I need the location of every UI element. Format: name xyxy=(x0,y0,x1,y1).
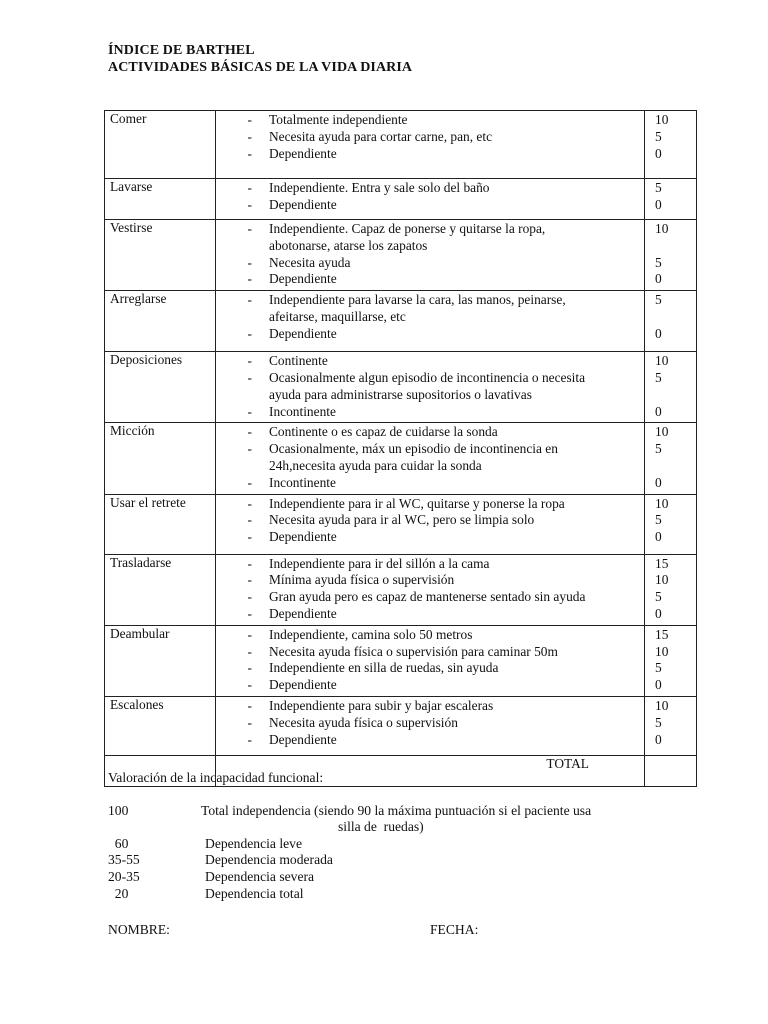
bullet-dash: - xyxy=(247,474,252,490)
activity-row xyxy=(105,554,697,625)
total-label: TOTAL xyxy=(216,755,645,786)
option-points: 0 xyxy=(655,731,662,747)
points-list xyxy=(645,423,696,493)
option-list xyxy=(216,111,644,164)
bullet-dash: - xyxy=(247,271,252,287)
option-text: Independiente para lavarse la cara, las manos, peinarse, xyxy=(269,292,566,308)
activity-name: Escalones xyxy=(105,696,216,755)
points-list xyxy=(645,220,696,290)
option-line xyxy=(216,496,644,513)
bullet-dash: - xyxy=(247,589,252,605)
valoracion-title: Valoración de la incapacidad funcional: xyxy=(108,770,324,785)
scale-row xyxy=(108,803,708,820)
option-points: 0 xyxy=(655,677,662,693)
option-line xyxy=(216,255,644,272)
option-text: Totalmente independiente xyxy=(269,112,408,127)
option-points: 0 xyxy=(655,271,662,287)
option-line xyxy=(216,627,644,644)
bullet-dash: - xyxy=(247,424,252,440)
bullet-dash: - xyxy=(247,325,252,341)
bullet-dash: - xyxy=(247,128,252,144)
scale-row xyxy=(108,852,708,869)
activity-name: Vestirse xyxy=(105,220,216,291)
points-list xyxy=(645,697,696,750)
option-line xyxy=(216,221,644,238)
option-points: 5 xyxy=(655,254,662,270)
option-line xyxy=(216,353,644,370)
bullet-dash: - xyxy=(247,180,252,195)
option-points: 10 xyxy=(655,353,669,369)
activity-row xyxy=(105,179,697,220)
activity-points xyxy=(645,423,697,494)
bullet-dash: - xyxy=(247,555,252,571)
option-text: Mínima ayuda física o supervisión xyxy=(269,572,455,588)
bullet-dash: - xyxy=(247,529,252,545)
option-line xyxy=(216,404,644,421)
activity-name: Deambular xyxy=(105,625,216,696)
valoracion-section xyxy=(108,770,708,902)
option-points: 10 xyxy=(655,495,669,511)
option-points: 0 xyxy=(655,403,662,419)
activity-points xyxy=(645,111,697,179)
activity-name: Deposiciones xyxy=(105,352,216,423)
activity-points xyxy=(645,696,697,755)
option-points: 10 xyxy=(655,697,669,713)
activity-options xyxy=(216,291,645,352)
bullet-dash: - xyxy=(247,495,252,511)
option-points: 5 xyxy=(655,512,662,528)
option-text: Incontinente xyxy=(269,403,336,419)
option-points: 5 xyxy=(655,589,662,605)
valoracion-scale xyxy=(108,803,708,903)
option-list xyxy=(216,555,644,625)
option-points: 10 xyxy=(655,112,669,127)
option-text: Dependiente xyxy=(269,325,337,341)
activity-row xyxy=(105,494,697,554)
activity-options xyxy=(216,625,645,696)
option-points xyxy=(655,238,696,255)
activity-name: Usar el retrete xyxy=(105,494,216,554)
activity-name: Lavarse xyxy=(105,179,216,220)
activity-row xyxy=(105,111,697,179)
bullet-dash: - xyxy=(247,605,252,621)
activity-row xyxy=(105,352,697,423)
option-text: Necesita ayuda para cortar carne, pan, etc xyxy=(269,128,493,144)
activity-options xyxy=(216,696,645,755)
option-line xyxy=(216,326,644,343)
points-list xyxy=(645,555,696,625)
activity-name: Arreglarse xyxy=(105,291,216,352)
bullet-dash: - xyxy=(247,697,252,713)
option-text: Independiente, camina solo 50 metros xyxy=(269,626,473,642)
option-line xyxy=(216,370,644,387)
activity-row xyxy=(105,291,697,352)
option-points: 5 xyxy=(655,441,662,457)
option-list xyxy=(216,495,644,548)
points-list xyxy=(645,179,696,216)
option-line xyxy=(216,589,644,606)
option-points: 5 xyxy=(655,292,662,308)
option-line xyxy=(216,732,644,749)
option-text: Independiente para ir al WC, quitarse y ponerse la ropa xyxy=(269,495,565,511)
scale-score: 20 xyxy=(108,885,129,901)
option-points xyxy=(655,387,696,404)
option-line xyxy=(216,424,644,441)
bullet-dash: - xyxy=(247,660,252,676)
option-text: Dependiente xyxy=(269,731,337,747)
option-text: Independiente para subir y bajar escaleras xyxy=(269,697,494,713)
document-header xyxy=(108,42,412,76)
bullet-dash: - xyxy=(247,112,252,127)
scale-description: Total independencia (siendo 90 la máxima puntuación si el paciente usa xyxy=(201,802,592,818)
bullet-dash: - xyxy=(247,221,252,236)
option-points xyxy=(655,309,696,326)
option-line xyxy=(216,129,644,146)
option-text: Gran ayuda pero es capaz de mantenerse sentado sin ayuda xyxy=(269,589,586,605)
activity-options xyxy=(216,423,645,494)
option-text: Independiente. Capaz de ponerse y quitarse la ropa, xyxy=(269,221,546,236)
option-text: Dependiente xyxy=(269,196,337,212)
document-title: ÍNDICE DE BARTHEL xyxy=(108,43,255,58)
scale-score: 35-55 xyxy=(108,852,140,868)
option-points: 5 xyxy=(655,714,662,730)
bullet-dash: - xyxy=(247,714,252,730)
bullet-dash: - xyxy=(247,196,252,212)
activity-name: Comer xyxy=(105,111,216,179)
option-points: 15 xyxy=(655,626,669,642)
points-list xyxy=(645,495,696,548)
option-points: 0 xyxy=(655,145,662,161)
option-line xyxy=(216,715,644,732)
option-points: 5 xyxy=(655,369,662,385)
option-list xyxy=(216,179,644,216)
option-text: Dependiente xyxy=(269,529,337,545)
option-list xyxy=(216,291,644,344)
option-text: Ocasionalmente algun episodio de incontinencia o necesita xyxy=(269,369,586,385)
scale-description: Dependencia leve xyxy=(205,835,302,851)
option-list xyxy=(216,697,644,750)
option-text: Independiente en silla de ruedas, sin ayuda xyxy=(269,660,499,676)
option-line xyxy=(216,197,644,214)
option-line xyxy=(216,271,644,288)
points-list xyxy=(645,352,696,422)
option-line xyxy=(216,644,644,661)
option-line xyxy=(216,660,644,677)
option-text: Independiente para ir del sillón a la cama xyxy=(269,555,490,571)
option-text: 24h,necesita ayuda para cuidar la sonda xyxy=(269,457,482,473)
option-line xyxy=(216,677,644,694)
activity-row xyxy=(105,625,697,696)
option-line xyxy=(216,441,644,458)
activity-points xyxy=(645,554,697,625)
option-line xyxy=(216,698,644,715)
bullet-dash: - xyxy=(247,369,252,385)
activity-row xyxy=(105,423,697,494)
option-line xyxy=(216,146,644,163)
activity-points xyxy=(645,179,697,220)
option-text: Continente xyxy=(269,353,328,369)
bullet-dash: - xyxy=(247,731,252,747)
option-points: 10 xyxy=(655,424,669,440)
activity-row xyxy=(105,220,697,291)
bullet-dash: - xyxy=(247,353,252,369)
option-list xyxy=(216,423,644,493)
points-list xyxy=(645,111,696,164)
option-text: Continente o es capaz de cuidarse la sonda xyxy=(269,424,498,440)
option-points: 0 xyxy=(655,605,662,621)
option-points: 0 xyxy=(655,325,662,341)
activity-points xyxy=(645,291,697,352)
scale-description-cont-text: silla de ruedas) xyxy=(338,819,424,835)
option-line xyxy=(216,238,644,255)
option-text: Incontinente xyxy=(269,474,336,490)
bullet-dash: - xyxy=(247,572,252,588)
option-text: Independiente. Entra y sale solo del baño xyxy=(269,180,490,195)
scale-score: 100 xyxy=(108,802,129,818)
bullet-dash: - xyxy=(247,643,252,659)
bullet-dash: - xyxy=(247,626,252,642)
option-text: ayuda para administrarse supositorios o lavativas xyxy=(269,386,532,402)
option-text: Ocasionalmente, máx un episodio de incontinencia en xyxy=(269,441,558,457)
option-text: Necesita ayuda física o supervisión para caminar 50m xyxy=(269,643,558,659)
fecha-label: FECHA: xyxy=(430,922,479,937)
scale-row xyxy=(108,869,708,886)
activity-name: Trasladarse xyxy=(105,554,216,625)
activity-options xyxy=(216,494,645,554)
option-points: 0 xyxy=(655,474,662,490)
option-points: 15 xyxy=(655,555,669,571)
scale-row xyxy=(108,886,708,903)
option-text: abotonarse, atarse los zapatos xyxy=(269,237,428,253)
option-points: 10 xyxy=(655,572,669,588)
scale-description-continued xyxy=(108,819,708,836)
option-points: 5 xyxy=(655,180,662,195)
activity-name: Micción xyxy=(105,423,216,494)
option-line xyxy=(216,387,644,404)
activity-options xyxy=(216,352,645,423)
points-list xyxy=(645,291,696,344)
option-line xyxy=(216,606,644,623)
option-text: Dependiente xyxy=(269,605,337,621)
nombre-label: NOMBRE: xyxy=(108,922,170,937)
option-line xyxy=(216,572,644,589)
scale-description: Dependencia total xyxy=(205,885,304,901)
option-text: Dependiente xyxy=(269,145,337,161)
option-list xyxy=(216,352,644,422)
activity-options xyxy=(216,220,645,291)
option-line xyxy=(216,529,644,546)
activity-options xyxy=(216,111,645,179)
option-points: 5 xyxy=(655,660,662,676)
bullet-dash: - xyxy=(247,145,252,161)
scale-score: 60 xyxy=(108,835,129,851)
bullet-dash: - xyxy=(247,254,252,270)
bullet-dash: - xyxy=(247,403,252,419)
option-text: Necesita ayuda para ir al WC, pero se limpia solo xyxy=(269,512,535,528)
document-subtitle: ACTIVIDADES BÁSICAS DE LA VIDA DIARIA xyxy=(108,60,413,75)
option-line xyxy=(216,112,644,129)
option-line xyxy=(216,475,644,492)
activity-options xyxy=(216,179,645,220)
barthel-table-body xyxy=(105,111,697,787)
activity-points xyxy=(645,352,697,423)
option-text: afeitarse, maquillarse, etc xyxy=(269,308,406,324)
option-line xyxy=(216,309,644,326)
option-line xyxy=(216,180,644,197)
option-text: Dependiente xyxy=(269,677,337,693)
scale-score: 20-35 xyxy=(108,868,140,884)
option-points: 10 xyxy=(655,221,669,236)
option-list xyxy=(216,220,644,290)
option-points: 0 xyxy=(655,529,662,545)
option-text: Necesita ayuda xyxy=(269,254,351,270)
option-line xyxy=(216,556,644,573)
bullet-dash: - xyxy=(247,292,252,308)
activity-points xyxy=(645,625,697,696)
scale-description: Dependencia severa xyxy=(205,868,315,884)
bullet-dash: - xyxy=(247,677,252,693)
points-list xyxy=(645,626,696,696)
option-points: 10 xyxy=(655,643,669,659)
scale-row xyxy=(108,836,708,853)
barthel-table xyxy=(104,110,697,787)
option-line xyxy=(216,458,644,475)
option-list xyxy=(216,626,644,696)
bullet-dash: - xyxy=(247,441,252,457)
option-text: Dependiente xyxy=(269,271,337,287)
option-text: Necesita ayuda física o supervisión xyxy=(269,714,458,730)
activity-points xyxy=(645,220,697,291)
activity-options xyxy=(216,554,645,625)
option-line xyxy=(216,512,644,529)
bullet-dash: - xyxy=(247,512,252,528)
activity-points xyxy=(645,494,697,554)
option-points xyxy=(655,458,696,475)
option-points: 5 xyxy=(655,128,662,144)
scale-description: Dependencia moderada xyxy=(205,852,333,868)
option-points: 0 xyxy=(655,196,662,212)
activity-row xyxy=(105,696,697,755)
option-line xyxy=(216,292,644,309)
